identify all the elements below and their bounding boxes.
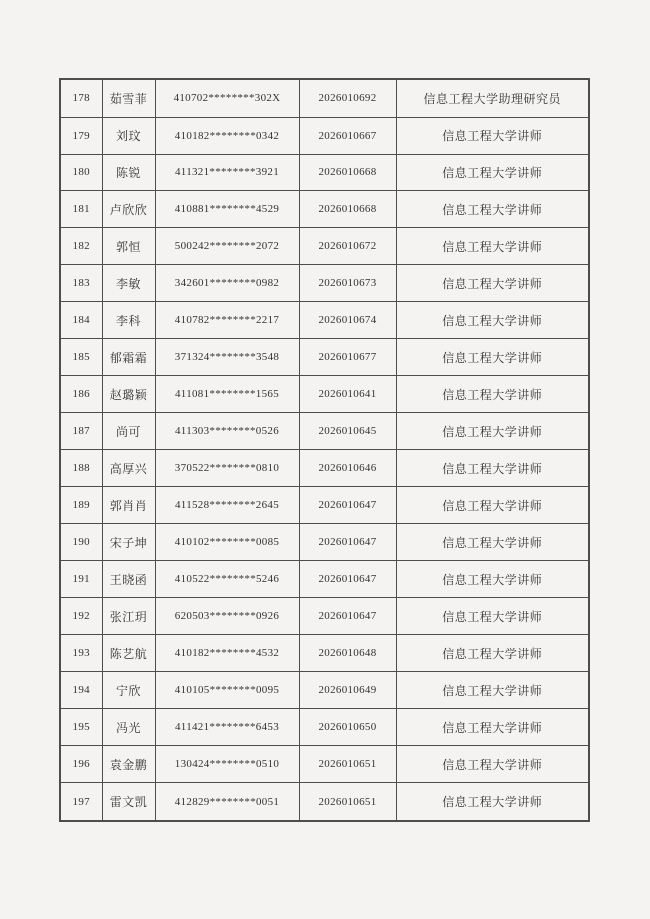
cell-position: 信息工程大学讲师 (396, 598, 589, 635)
cell-position: 信息工程大学讲师 (396, 376, 589, 413)
cell-exam_number: 2026010692 (299, 79, 396, 117)
cell-seq: 183 (60, 265, 102, 302)
cell-seq: 188 (60, 450, 102, 487)
table-row (60, 561, 589, 598)
table-row (60, 265, 589, 302)
table-row (60, 487, 589, 524)
cell-id_number: 410102********0085 (155, 524, 299, 561)
cell-name: 郭肖肖 (102, 487, 155, 524)
cell-seq: 186 (60, 376, 102, 413)
cell-name: 刘玟 (102, 117, 155, 154)
cell-exam_number: 2026010646 (299, 450, 396, 487)
cell-position: 信息工程大学讲师 (396, 265, 589, 302)
cell-seq: 189 (60, 487, 102, 524)
cell-id_number: 412829********0051 (155, 783, 299, 821)
cell-position: 信息工程大学讲师 (396, 413, 589, 450)
cell-id_number: 411421********6453 (155, 709, 299, 746)
cell-name: 袁金鹏 (102, 746, 155, 783)
cell-exam_number: 2026010674 (299, 302, 396, 339)
cell-seq: 185 (60, 339, 102, 376)
cell-id_number: 411528********2645 (155, 487, 299, 524)
cell-exam_number: 2026010647 (299, 598, 396, 635)
cell-exam_number: 2026010649 (299, 672, 396, 709)
cell-name: 尚可 (102, 413, 155, 450)
cell-exam_number: 2026010645 (299, 413, 396, 450)
cell-position: 信息工程大学讲师 (396, 228, 589, 265)
cell-id_number: 371324********3548 (155, 339, 299, 376)
cell-id_number: 130424********0510 (155, 746, 299, 783)
cell-name: 王晓函 (102, 561, 155, 598)
cell-name: 李敏 (102, 265, 155, 302)
cell-position: 信息工程大学讲师 (396, 154, 589, 191)
cell-id_number: 342601********0982 (155, 265, 299, 302)
table-row (60, 117, 589, 154)
cell-seq: 193 (60, 635, 102, 672)
cell-name: 宋子坤 (102, 524, 155, 561)
cell-seq: 194 (60, 672, 102, 709)
cell-exam_number: 2026010672 (299, 228, 396, 265)
table-row (60, 79, 589, 117)
cell-id_number: 410782********2217 (155, 302, 299, 339)
cell-name: 陈艺航 (102, 635, 155, 672)
cell-position: 信息工程大学讲师 (396, 709, 589, 746)
cell-id_number: 620503********0926 (155, 598, 299, 635)
cell-seq: 196 (60, 746, 102, 783)
cell-seq: 195 (60, 709, 102, 746)
cell-position: 信息工程大学讲师 (396, 635, 589, 672)
cell-id_number: 410522********5246 (155, 561, 299, 598)
cell-position: 信息工程大学讲师 (396, 561, 589, 598)
table-row (60, 376, 589, 413)
table-row (60, 154, 589, 191)
cell-exam_number: 2026010647 (299, 487, 396, 524)
table-row (60, 524, 589, 561)
table-body (60, 79, 589, 821)
cell-name: 赵璐颖 (102, 376, 155, 413)
cell-exam_number: 2026010650 (299, 709, 396, 746)
cell-name: 宁欣 (102, 672, 155, 709)
cell-id_number: 500242********2072 (155, 228, 299, 265)
cell-seq: 179 (60, 117, 102, 154)
cell-name: 陈锐 (102, 154, 155, 191)
cell-position: 信息工程大学讲师 (396, 524, 589, 561)
cell-id_number: 410881********4529 (155, 191, 299, 228)
table-row (60, 635, 589, 672)
cell-exam_number: 2026010677 (299, 339, 396, 376)
cell-name: 张江玥 (102, 598, 155, 635)
cell-exam_number: 2026010668 (299, 191, 396, 228)
cell-exam_number: 2026010651 (299, 783, 396, 821)
cell-position: 信息工程大学讲师 (396, 339, 589, 376)
cell-exam_number: 2026010647 (299, 561, 396, 598)
cell-exam_number: 2026010647 (299, 524, 396, 561)
table-row (60, 413, 589, 450)
table-row (60, 450, 589, 487)
cell-position: 信息工程大学讲师 (396, 450, 589, 487)
cell-seq: 190 (60, 524, 102, 561)
cell-seq: 182 (60, 228, 102, 265)
personnel-table (59, 78, 590, 822)
table-row (60, 672, 589, 709)
cell-seq: 180 (60, 154, 102, 191)
cell-position: 信息工程大学讲师 (396, 672, 589, 709)
cell-position: 信息工程大学讲师 (396, 191, 589, 228)
cell-id_number: 411321********3921 (155, 154, 299, 191)
cell-position: 信息工程大学讲师 (396, 302, 589, 339)
cell-seq: 178 (60, 79, 102, 117)
cell-name: 郭恒 (102, 228, 155, 265)
table-row (60, 228, 589, 265)
cell-exam_number: 2026010673 (299, 265, 396, 302)
cell-exam_number: 2026010648 (299, 635, 396, 672)
cell-exam_number: 2026010651 (299, 746, 396, 783)
cell-position: 信息工程大学助理研究员 (396, 79, 589, 117)
cell-id_number: 410702********302X (155, 79, 299, 117)
cell-seq: 184 (60, 302, 102, 339)
cell-id_number: 410182********4532 (155, 635, 299, 672)
table-row (60, 598, 589, 635)
cell-exam_number: 2026010667 (299, 117, 396, 154)
cell-seq: 197 (60, 783, 102, 821)
cell-id_number: 410182********0342 (155, 117, 299, 154)
cell-seq: 187 (60, 413, 102, 450)
table-row (60, 746, 589, 783)
cell-name: 郁霜霜 (102, 339, 155, 376)
cell-position: 信息工程大学讲师 (396, 117, 589, 154)
cell-position: 信息工程大学讲师 (396, 746, 589, 783)
table-row (60, 339, 589, 376)
cell-name: 冯光 (102, 709, 155, 746)
cell-id_number: 411081********1565 (155, 376, 299, 413)
cell-seq: 192 (60, 598, 102, 635)
cell-id_number: 410105********0095 (155, 672, 299, 709)
cell-position: 信息工程大学讲师 (396, 783, 589, 821)
table-row (60, 302, 589, 339)
cell-seq: 181 (60, 191, 102, 228)
cell-position: 信息工程大学讲师 (396, 487, 589, 524)
cell-name: 卢欣欣 (102, 191, 155, 228)
cell-id_number: 370522********0810 (155, 450, 299, 487)
cell-seq: 191 (60, 561, 102, 598)
cell-exam_number: 2026010641 (299, 376, 396, 413)
cell-name: 高厚兴 (102, 450, 155, 487)
cell-name: 茹雪菲 (102, 79, 155, 117)
cell-id_number: 411303********0526 (155, 413, 299, 450)
cell-exam_number: 2026010668 (299, 154, 396, 191)
cell-name: 雷文凯 (102, 783, 155, 821)
cell-name: 李科 (102, 302, 155, 339)
table-row (60, 783, 589, 821)
table-row (60, 709, 589, 746)
table-row (60, 191, 589, 228)
